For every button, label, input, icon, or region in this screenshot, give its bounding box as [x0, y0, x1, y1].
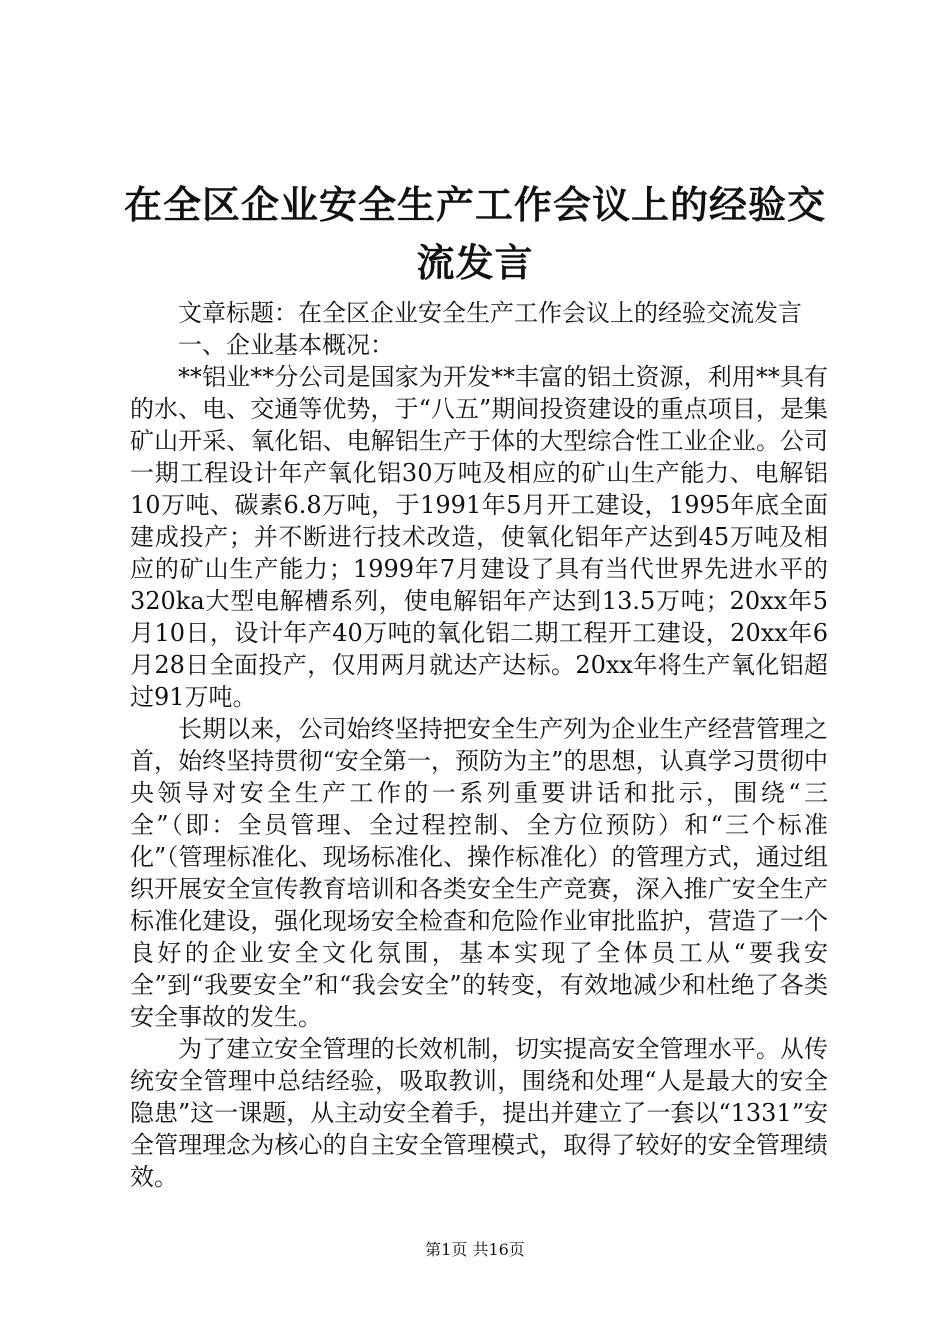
paragraph-long-term-mechanism: 为了建立安全管理的长效机制，切实提高安全管理水平。从传统安全管理中总结经验，吸取教训，围绕和处理“人是最大的安全隐患”这一课题，从主动安全着手，提出并建立了一套以“1331”安全管理理念为核心的自主安全管理模式，取得了较好的安全管理绩效。: [130, 1035, 828, 1191]
document-title: 在全区企业安全生产工作会议上的经验交流发言: [123, 182, 826, 285]
paragraph-company-overview: **铝业**分公司是国家为开发**丰富的铝土资源，利用**具有的水、电、交通等优势，于“八五”期间投资建设的重点项目，是集矿山开采、氧化铝、电解铝生产于体的大型综合性工业企业。公司一期工程设计年产氧化铝30万吨及相应的矿山生产能力、电解铝10万吨、碳素6.8万吨，于1991年5月开工建设，1995年底全面建成投产；并不断进行技术改造，使氧化铝年产达到45万吨及相应的矿山生产能力；1999年7月建设了具有当代世界先进水平的320ka大型电解槽系列，使电解铝年产达到13.5万吨；20xx年5月10日，设计年产40万吨的氧化铝二期工程开工建设，20xx年6月28日全面投产，仅用两月就达产达标。20xx年将生产氧化铝超过91万吨。: [130, 363, 828, 711]
paragraph-section-heading: 一、企业基本概况：: [178, 331, 394, 359]
paragraph-article-title: 文章标题：在全区企业安全生产工作会议上的经验交流发言: [178, 299, 802, 327]
paragraph-safety-management: 长期以来，公司始终坚持把安全生产列为企业生产经营管理之首，始终坚持贯彻“安全第一，预防为主”的思想，认真学习贯彻中央领导对安全生产工作的一系列重要讲话和批示，围绕“三全”（即：全员管理、全过程控制、全方位预防）和“三个标准化”（管理标准化、现场标准化、操作标准化）的管理方式，通过组织开展安全宣传教育培训和各类安全生产竞赛，深入推广安全生产标准化建设，强化现场安全检查和危险作业审批监护，营造了一个良好的企业安全文化氛围，基本实现了全体员工从“要我安全”到“我要安全”和“我会安全”的转变，有效地减少和杜绝了各类安全事故的发生。: [130, 715, 828, 1031]
document-body: [130, 297, 828, 1193]
page-footer: 第1页 共16页: [425, 1240, 525, 1259]
